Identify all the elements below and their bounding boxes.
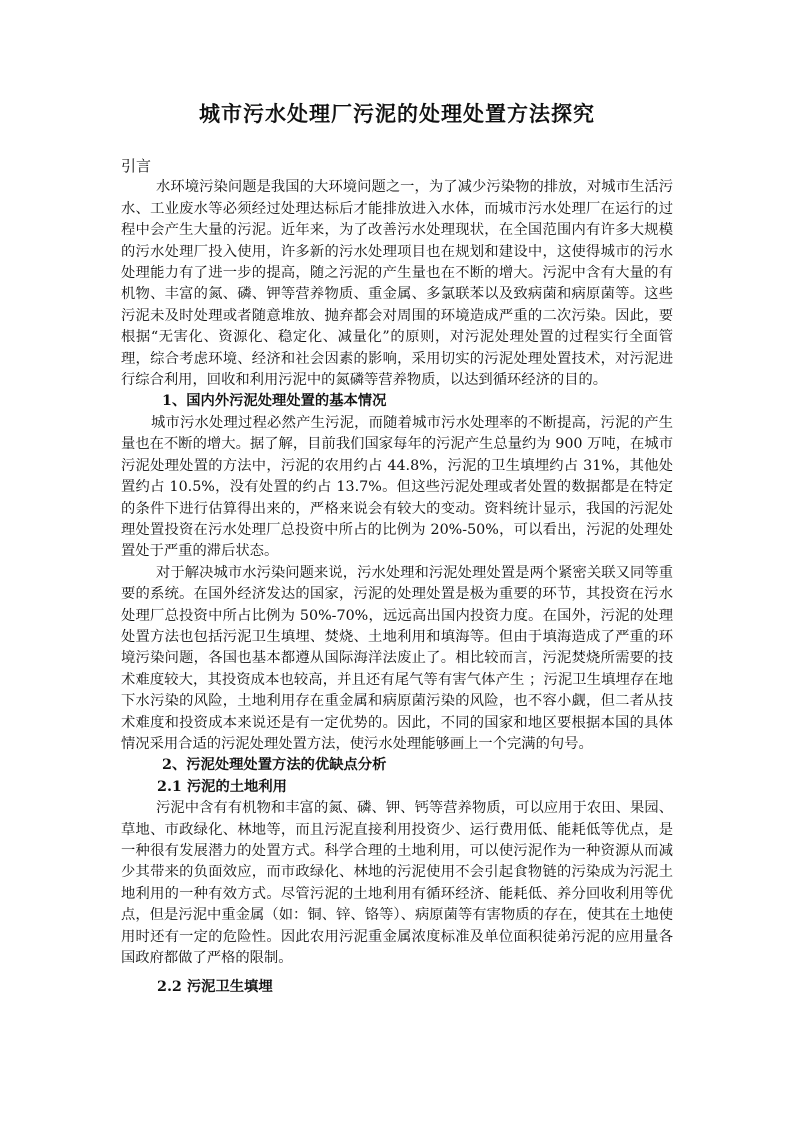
section-2-1-paragraph: 污泥中含有有机物和丰富的氮、磷、钾、钙等营养物质，可以应用于农田、果园、草地、市政绿化、林地等，而且污泥直接利用投资少、运行费用低、能耗低等优点，是一种很有发展潜力的处置方式。科学合理的土地利用，可以使污泥作为一种资源从而减少其带来的负面效应，而市政绿化、林地的污泥使用不会引起食物链的污染成为污泥土地利用的一种有效方式。尽管污泥的土地利用有循环经济、能耗低、养分回收利用等优点，但是污泥中重金属（如：铜、锌、铬等）、病原菌等有害物质的存在，使其在土地使用时还有一定的危险性。因此农用污泥重金属浓度标准及单位面积徒弟污泥的应用量各国政府都做了严格的限制。	[121, 800, 673, 967]
document-body	[121, 156, 673, 999]
document-title: 城市污水处理厂污泥的处理处置方法探究	[199, 101, 595, 126]
section-2-2-heading: 2.2 污泥卫生填埋	[157, 979, 273, 996]
intro-heading: 引言	[121, 157, 152, 175]
section-1-heading: 1、国内外污泥处理处置的基本情况	[162, 393, 387, 410]
section-1-paragraph-2: 对于解决城市水污染问题来说，污水处理和污泥处理处置是两个紧密关联又同等重要的系统。在国外经济发达的国家，污泥的处理处置是极为重要的环节，其投资在污水处理厂总投资中所占比例为 50%-70%，远远高出国内投资力度。在国外，污泥的处理处置方法也包括污泥卫生填埋、焚烧、土地利用和填海等。但由于填海造成了严重的环境污染问题，各国也基本都遵从国际海洋法废止了。相比较而言，污泥焚烧所需要的技术难度较大，其投资成本也较高，并且还有尾气等有害气体产生 ；污泥卫生填埋存在地下水污染的风险，土地利用存在重金属和病原菌污染的风险，也不容小觑，但二者从技术难度和投资成本来说还是有一定优势的。因此，不同的国家和地区要根据本国的具体情况采用合适的污泥处理处置方法，使污水处理能够画上一个完满的句号。	[121, 564, 673, 752]
spacer	[121, 969, 673, 977]
section-2-1-heading: 2.1 污泥的土地利用	[157, 778, 287, 795]
section-1-paragraph-1: 城市污水处理过程必然产生污泥，而随着城市污水处理率的不断提高，污泥的产生量也在不断的增大。据了解，目前我们国家每年的污泥产生总量约为 900 万吨，在城市污泥处理处置的方法中，污泥的农用约占 44.8%，污泥的卫生填埋约占 31%，其他处置约占 10.5%，没有处置的约占 13.7%。但这些污泥处理或者处置的数据都是在特定的条件下进行估算得出来的，严格来说会有较大的变动。资料统计显示，我国的污泥处理处置投资在污水处理厂总投资中所占的比例为 20%-50%，可以看出，污泥的处理处置处于严重的滞后状态。	[121, 414, 673, 560]
intro-paragraph: 水环境污染问题是我国的大环境问题之一，为了减少污染物的排放，对城市生活污水、工业废水等必须经过处理达标后才能排放进入水体，而城市污水处理厂在运行的过程中会产生大量的污泥。近年来，为了改善污水处理现状，在全国范围内有许多大规模的污水处理厂投入使用，许多新的污水处理项目也在规划和建设中，这使得城市的污水处理能力有了进一步的提高，随之污泥的产生量也在不断的增大。污泥中含有大量的有机物、丰富的氮、磷、钾等营养物质、重金属、多氯联苯以及致病菌和病原菌等。这些污泥未及时处理或者随意堆放、抛弃都会对周围的环境造成严重的二次污染。因此，要根据“无害化、资源化、稳定化、减量化”的原则，对污泥处理处置的过程实行全面管理，综合考虑环境、经济和社会因素的影响，采用切实的污泥处理处置技术，对污泥进行综合利用，回收和利用污泥中的氮磷等营养物质，以达到循环经济的目的。	[121, 179, 673, 389]
section-2-heading: 2、污泥处理处置方法的优缺点分析	[162, 757, 387, 774]
